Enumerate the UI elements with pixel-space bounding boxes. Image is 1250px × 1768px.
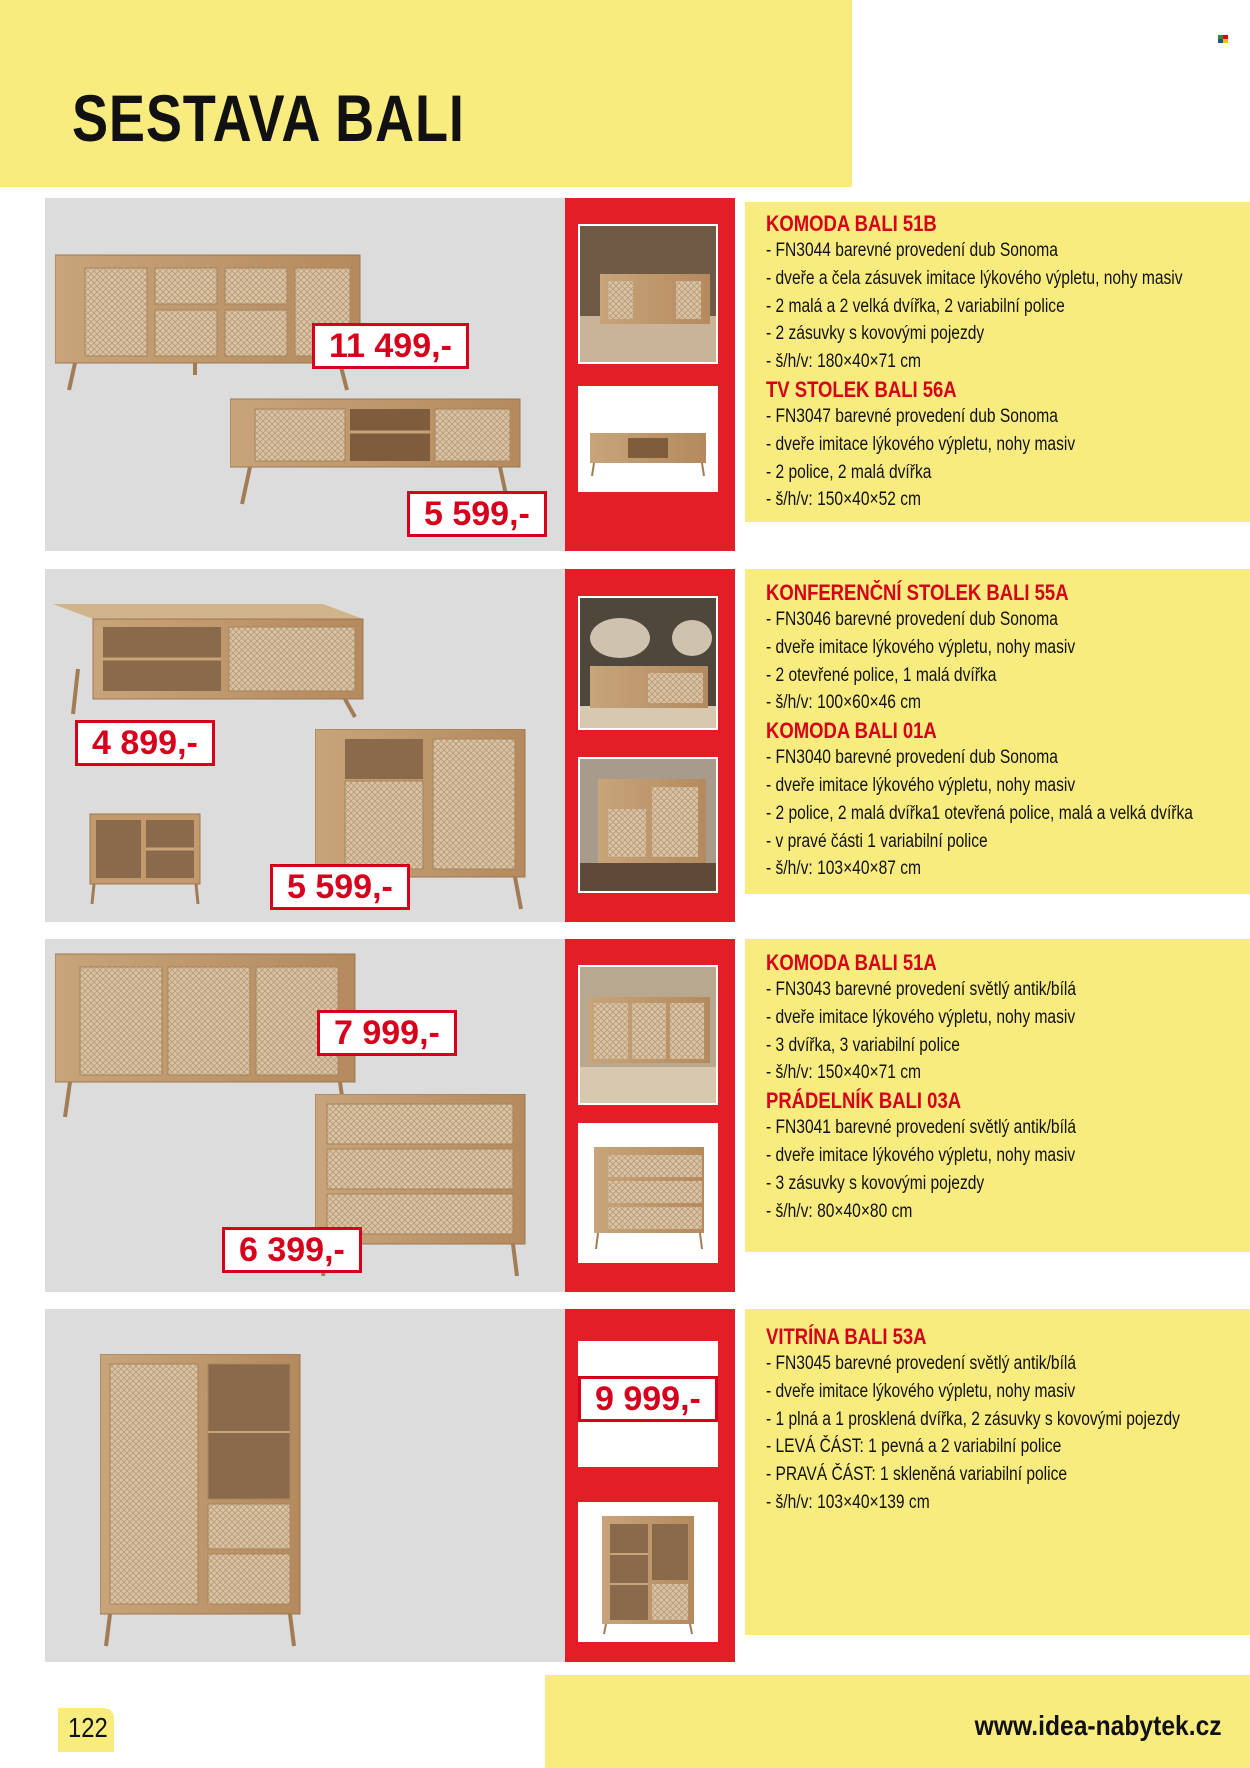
page-number: 122: [68, 1712, 108, 1743]
product-spec: - 1 plná a 1 prosklená dvířka, 2 zásuvky s kovovými pojezdy: [766, 1408, 1180, 1430]
price-tag: 11 499,-: [312, 323, 469, 369]
product-spec: - š/h/v: 150×40×52 cm: [766, 489, 922, 511]
product-section-2: [45, 569, 1250, 922]
product-spec: - 2 police, 2 malá dvířka: [766, 461, 932, 483]
product-spec: - 3 zásuvky s kovovými pojezdy: [766, 1172, 985, 1194]
vitrine-53a-photo: [100, 1354, 310, 1654]
product-section-1: [45, 198, 1250, 551]
tv-stand-open-image: [580, 388, 716, 490]
living-room-image: [580, 598, 716, 728]
product-thumbnail: [578, 1123, 718, 1263]
product-spec: - 2 malá a 2 velká dvířka, 2 variabilní police: [766, 295, 1065, 317]
product-spec: - dveře imitace lýkového výpletu, nohy masiv: [766, 774, 1076, 796]
product-spec: - dveře imitace lýkového výpletu, nohy masiv: [766, 636, 1076, 658]
product-spec: - dveře imitace lýkového výpletu, nohy masiv: [766, 1006, 1076, 1028]
product-spec: - 2 police, 2 malá dvířka1 otevřená police, malá a velká dvířka: [766, 802, 1193, 824]
product-spec: - FN3040 barevné provedení dub Sonoma: [766, 747, 1058, 769]
product-spec: - š/h/v: 80×40×80 cm: [766, 1200, 913, 1222]
product-spec: - 2 zásuvky s kovovými pojezdy: [766, 323, 985, 345]
product-section-4: [45, 1309, 1250, 1662]
product-title: VITRÍNA BALI 53A: [766, 1324, 927, 1349]
product-spec: - FN3043 barevné provedení světlý antik/bílá: [766, 979, 1077, 1000]
product-info-box: [745, 939, 1250, 1252]
product-info-box: [745, 202, 1250, 522]
room-photo-thumbnail: [578, 757, 718, 893]
room-photo-thumbnail: [578, 596, 718, 730]
price-tag: 9 999,-: [578, 1376, 718, 1422]
price-tag: 5 599,-: [407, 491, 547, 537]
product-title: PRÁDELNÍK BALI 03A: [766, 1088, 962, 1114]
product-thumbnail: [578, 1502, 718, 1642]
coffee-table-55a-photo: [53, 599, 373, 719]
product-spec: - FN3045 barevné provedení světlý antik/bílá: [766, 1353, 1077, 1374]
product-spec: - dveře imitace lýkového výpletu, nohy masiv: [766, 1144, 1076, 1166]
price-tag: 5 599,-: [270, 864, 410, 910]
product-spec: - FN3046 barevné provedení dub Sonoma: [766, 609, 1058, 630]
product-spec: - 3 dvířka, 3 variabilní police: [766, 1034, 960, 1056]
product-photo-area: [45, 1309, 565, 1662]
product-spec: - FN3047 barevné provedení dub Sonoma: [766, 405, 1058, 427]
product-spec: - 2 otevřené police, 1 malá dvířka: [766, 664, 997, 686]
product-spec: - dveře imitace lýkového výpletu, nohy masiv: [766, 433, 1076, 455]
room-photo-image: [580, 967, 716, 1103]
product-info-box: [745, 569, 1250, 894]
product-title: KOMODA BALI 01A: [766, 718, 937, 744]
product-title: KOMODA BALI 51B: [766, 211, 937, 236]
product-spec: - š/h/v: 103×40×87 cm: [766, 858, 922, 880]
product-spec: - PRAVÁ ČÁST: 1 skleněná variabilní police: [766, 1464, 1068, 1486]
price-tag: 4 899,-: [75, 720, 215, 766]
room-photo-thumbnail: [578, 224, 718, 364]
corner-mark-icon: [1218, 35, 1228, 43]
product-thumbnail: [578, 386, 718, 492]
product-spec: - š/h/v: 103×40×139 cm: [766, 1491, 930, 1513]
product-title: KONFERENČNÍ STOLEK BALI 55A: [766, 580, 1069, 605]
vitrine-open-image: [580, 1504, 716, 1640]
product-title: KOMODA BALI 51A: [766, 950, 937, 975]
room-photo-thumbnail: [578, 965, 718, 1105]
product-title: TV STOLEK BALI 56A: [766, 376, 957, 402]
product-spec: - š/h/v: 100×60×46 cm: [766, 692, 922, 714]
price-tag: 6 399,-: [222, 1227, 362, 1273]
page-title: SESTAVA BALI: [72, 81, 465, 155]
product-spec: - FN3044 barevné provedení dub Sonoma: [766, 240, 1058, 261]
product-spec: - v pravé části 1 variabilní police: [766, 830, 988, 852]
product-spec: - š/h/v: 180×40×71 cm: [766, 351, 922, 373]
chest-open-image: [580, 1125, 716, 1261]
product-info-box: [745, 1309, 1250, 1635]
hallway-image: [580, 759, 716, 891]
room-photo-image: [580, 226, 716, 362]
product-section-3: [45, 939, 1250, 1292]
sideboard-open-photo: [80, 809, 210, 909]
website-link[interactable]: www.idea-nabytek.cz: [975, 1710, 1222, 1741]
price-tag: 7 999,-: [317, 1010, 457, 1056]
product-spec: - LEVÁ ČÁST: 1 pevná a 2 variabilní police: [766, 1436, 1062, 1458]
product-spec: - š/h/v: 150×40×71 cm: [766, 1062, 922, 1084]
product-spec: - dveře a čela zásuvek imitace lýkového výpletu, nohy masiv: [766, 267, 1183, 289]
product-spec: - FN3041 barevné provedení světlý antik/bílá: [766, 1117, 1077, 1139]
product-spec: - dveře imitace lýkového výpletu, nohy masiv: [766, 1380, 1076, 1402]
